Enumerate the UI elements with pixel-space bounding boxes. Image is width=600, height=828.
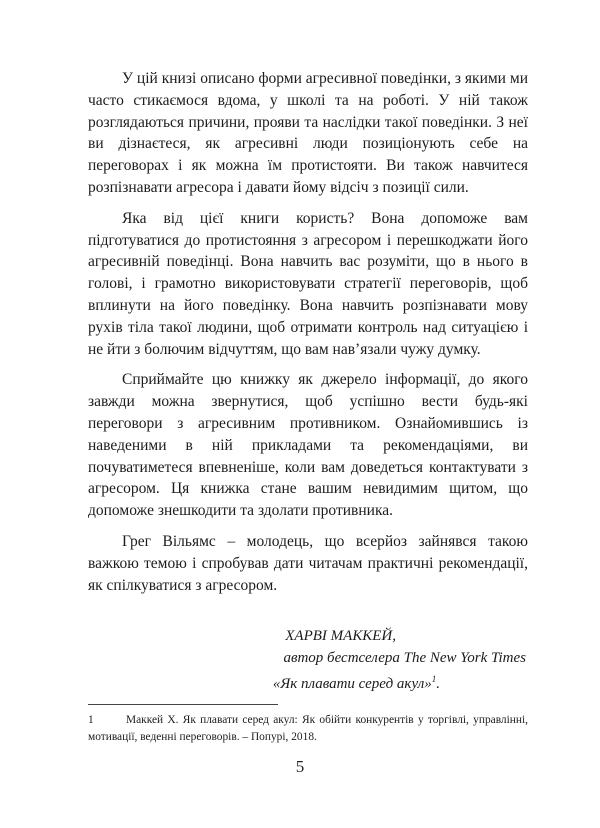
paragraph-4: Грег Вільямс – молодець, що всерйоз зайнявся такою важкою темою і спробував дати читачам практичні рекомендації, як спілкуватися з агресором. [88,532,528,594]
signature-author-line: автор бестселера The New York Times [283,649,526,666]
footnote-reference[interactable]: 1 [431,674,437,684]
paragraph-3: Сприймайте цю книжку як джерело інформації, до якого завжди можна звернутися, щоб успішно вести будь-які переговори з агресивним противником. Ознайомившись із наведеними в ній прикладами та рекомендаціями, ви почуватиметеся впевненіше, коли вам доведеться контактувати з агресором. Ця книжка стане вашим невидимим щитом, що допоможе знешкодити та здолати противника. [88,371,528,520]
footnote-text: Маккей Х. Як плавати серед акул: Як обійти конкурентів у торгівлі, управлінні, мотивації, веденні переговорів. – Попурі, 2018. [88,714,528,743]
footnote [88,712,528,745]
signature-book-title: «Як плавати серед акул» [272,676,432,692]
footnote-marker: 1 [88,714,94,726]
signature-name: ХАРВІ МАККЕЙ, [285,628,396,644]
page-number: 5 [295,757,305,776]
signature-book-line [0,669,526,696]
paragraph-2: Яка від цієї книги користь? Вона допоможе вам підготуватися до протистояння з агресором і перешкоджати його агресивній поведінці. Вона навчить вас розуміти, що в нього в голові, і грамотно використовувати стратегії переговорів, щоб вплинути на його поведінку. Вона навчить розпізнавати мову рухів тіла такої людини, щоб отримати контроль над ситуацією і не йти з болючим відчуттям, що вам нав’язали чужу думку. [88,209,528,358]
signature-block [0,626,526,696]
body-text [88,68,528,605]
paragraph-1: У цій книзі описано форми агресивної поведінки, з якими ми часто стикаємося вдома, у школі та на роботі. У ній також розглядаються причини, прояви та наслідки такої поведінки. З неї ви дізнаєтеся, як агресивні люди позиціонують себе на переговорах і як можна їм протистояти. Ви також навчитеся розпізнавати агресора і давати йому відсіч з позиції сили. [88,70,528,196]
footnote-divider [88,704,278,705]
signature-book-period: . [436,676,440,692]
